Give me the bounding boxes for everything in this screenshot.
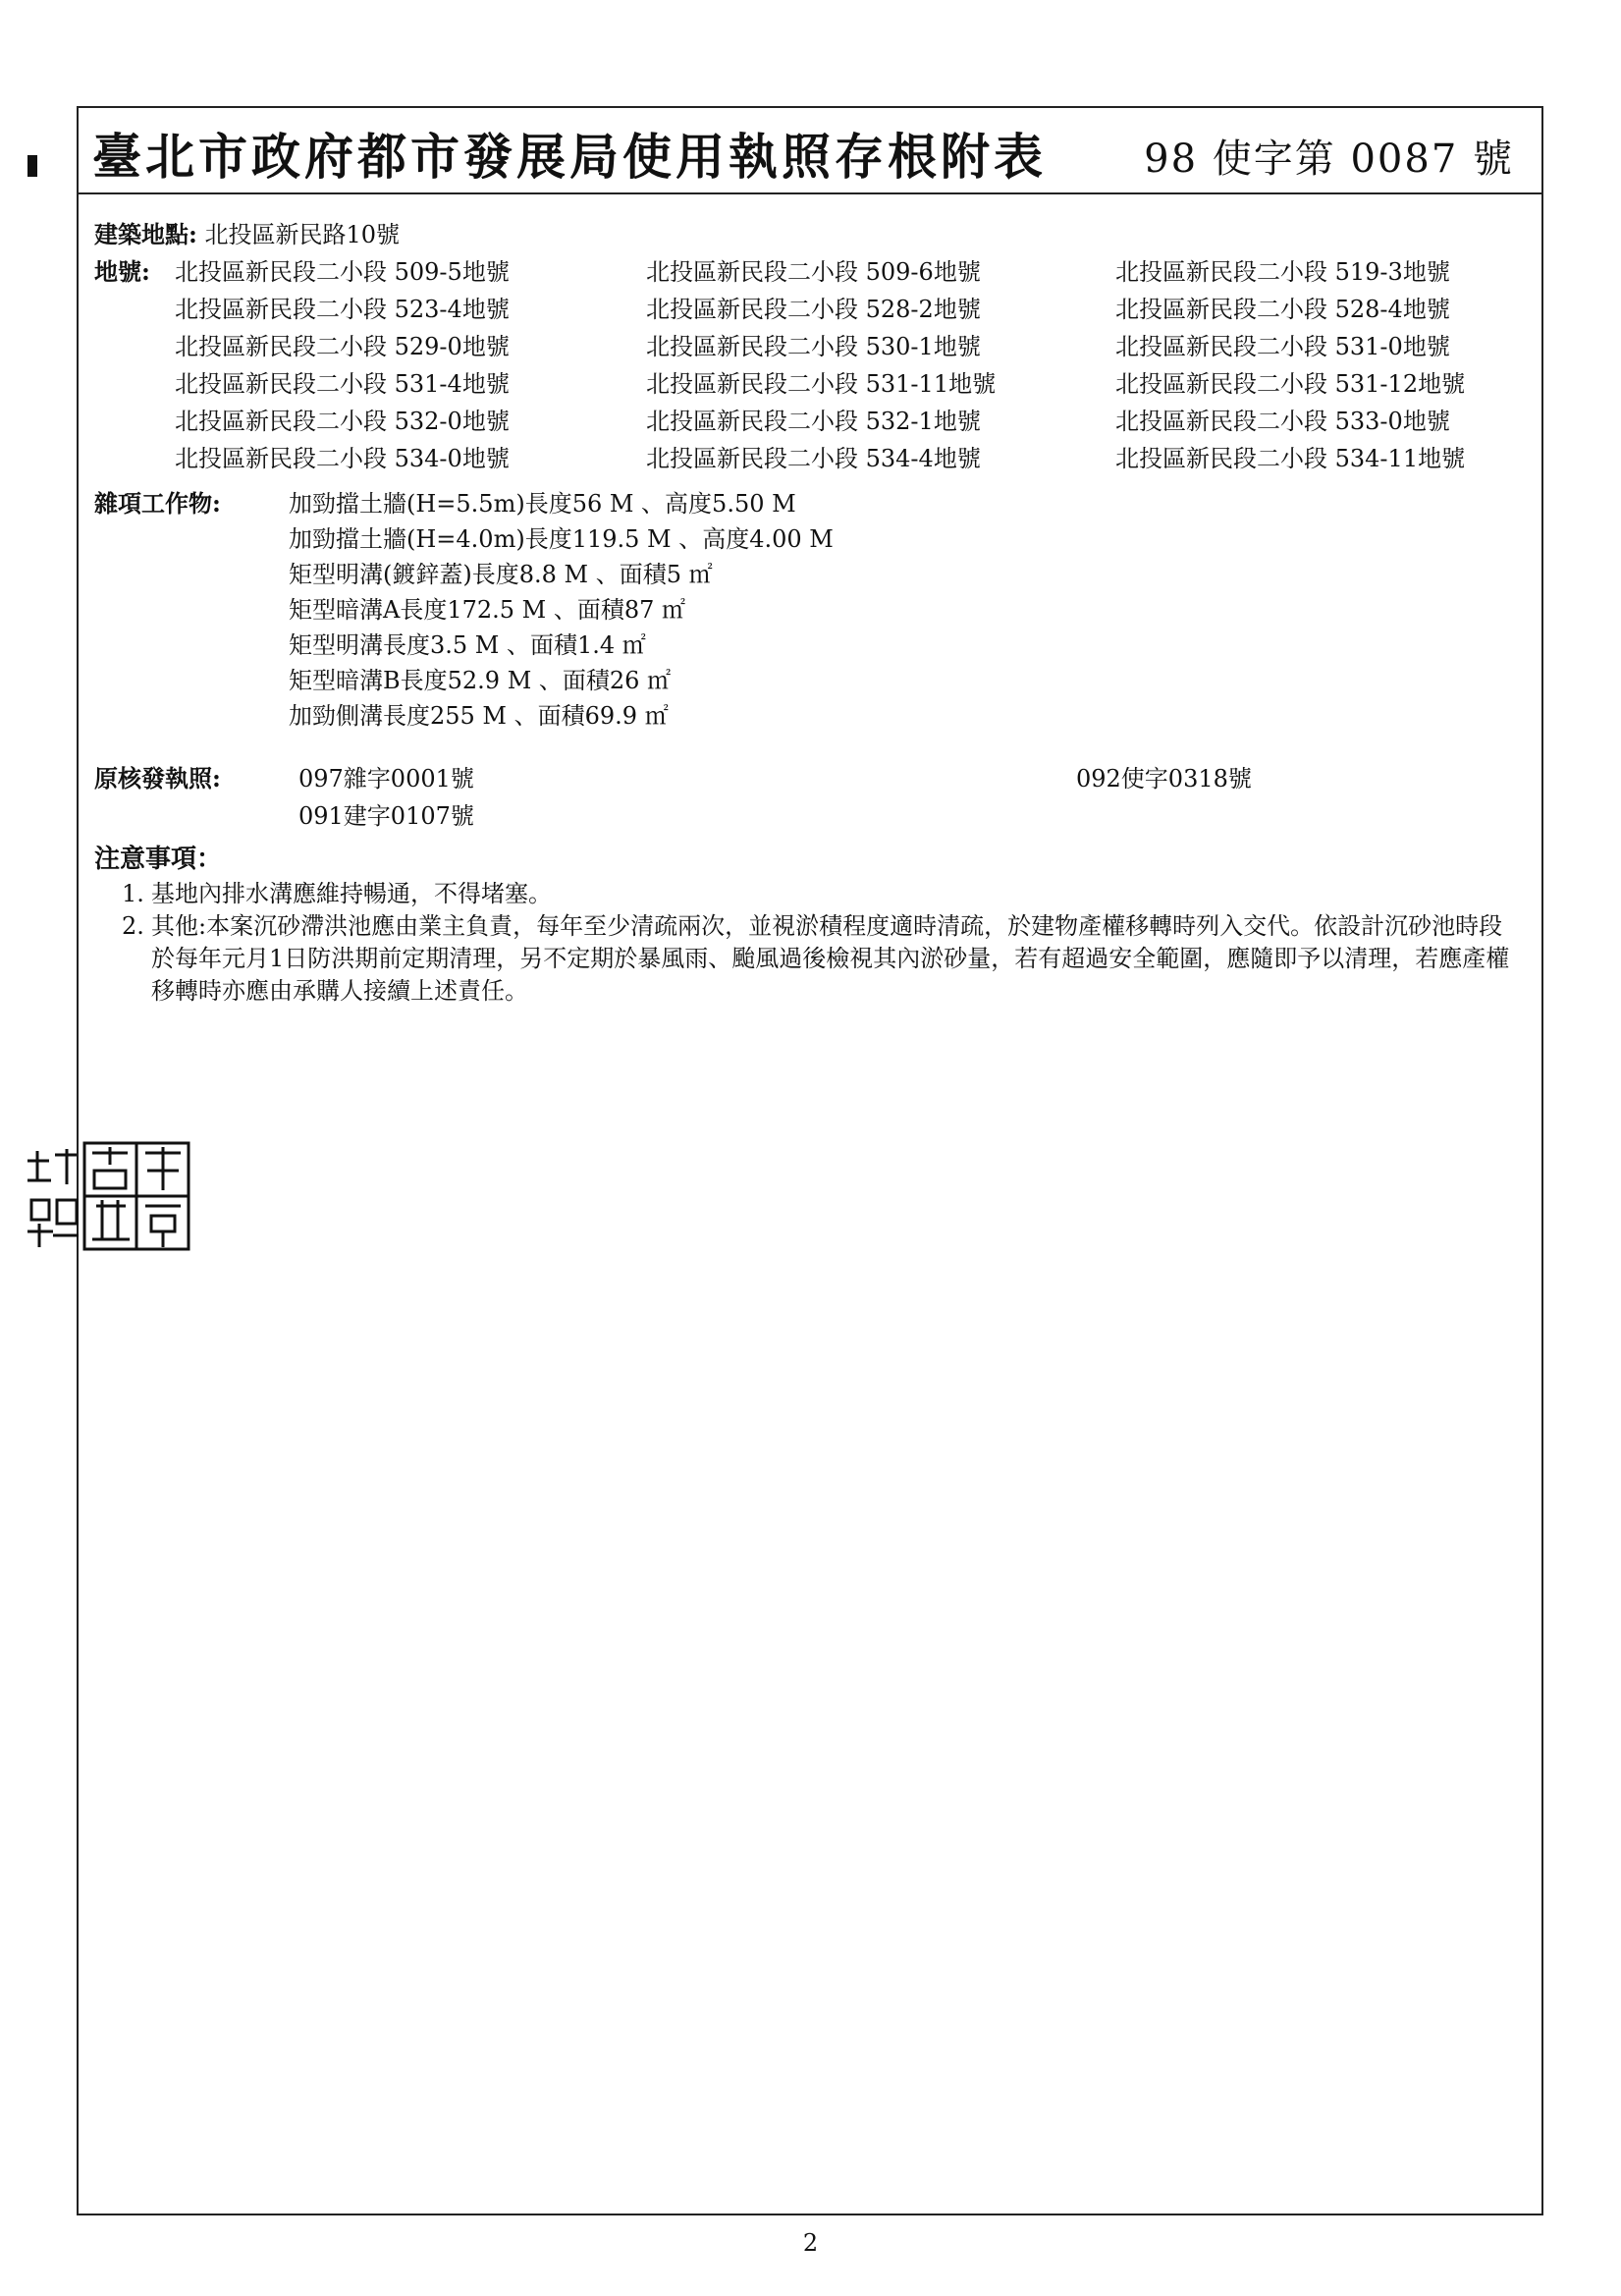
site-row <box>94 216 1528 253</box>
lot-item: 北投區新民段二小段 531-0地號 <box>1115 333 1450 360</box>
lot-item: 北投區新民段二小段 519-3地號 <box>1115 258 1450 286</box>
site-label: 建築地點: <box>94 220 197 248</box>
note-item <box>94 878 1526 910</box>
lot-item: 北投區新民段二小段 529-0地號 <box>175 333 510 360</box>
notes-title: 注意事項： <box>94 845 223 874</box>
lot-item: 北投區新民段二小段 533-0地號 <box>1115 408 1450 435</box>
misc-works-list <box>289 485 834 733</box>
misc-works-section <box>94 485 1528 752</box>
title-bar <box>79 108 1541 194</box>
misc-work-item: 矩型暗溝B長度52.9 M 、面積26 ㎡ <box>289 667 672 694</box>
original-permits-label: 原核發執照: <box>94 764 221 793</box>
note-number: 1. <box>122 880 144 907</box>
note-text: 其他:本案沉砂滯洪池應由業主負責，每年至少清疏兩次，並視淤積程度適時清疏，於建物產權移轉時列入交代。依設計沉砂池時段於每年元月1日防洪期前定期清理，另不定期於暴風雨、颱風過後檢視其內淤砂量，若有超過安全範圍，應隨即予以清理，若應產權移轉時亦應由承購人接續上述責任。 <box>151 912 1510 1005</box>
misc-work-item: 加勁側溝長度255 M 、面積69.9 ㎡ <box>289 702 669 730</box>
lot-item: 北投區新民段二小段 509-5地號 <box>175 258 510 286</box>
document-frame <box>77 106 1543 2215</box>
lot-grid <box>94 253 1528 477</box>
document-title: 臺北市政府都市發展局使用執照存根附表 <box>92 128 1047 186</box>
note-item <box>94 910 1526 1008</box>
misc-work-item: 加勁擋土牆(H=5.5m)長度56 M 、高度5.50 M <box>289 490 796 518</box>
misc-work-item: 加勁擋土牆(H=4.0m)長度119.5 M 、高度4.00 M <box>289 525 834 553</box>
page-number: 2 <box>802 2229 819 2257</box>
lots-label: 地號: <box>94 257 150 286</box>
lot-item: 北投區新民段二小段 523-4地號 <box>175 296 510 323</box>
original-permit-second: 091建字0107號 <box>298 802 474 830</box>
margin-mark <box>27 155 37 177</box>
lot-item: 北投區新民段二小段 531-11地號 <box>646 370 997 398</box>
note-number: 2. <box>122 912 144 940</box>
lot-item: 北投區新民段二小段 530-1地號 <box>646 333 981 360</box>
document-body <box>94 216 1528 1008</box>
lot-item: 北投區新民段二小段 528-2地號 <box>646 296 981 323</box>
lot-item: 北投區新民段二小段 532-1地號 <box>646 408 981 435</box>
lot-item: 北投區新民段二小段 534-11地號 <box>1115 445 1466 472</box>
permit-number: 98 使字第 0087 號 <box>1144 137 1514 182</box>
original-permit-third: 092使字0318號 <box>1076 765 1252 793</box>
lot-item: 北投區新民段二小段 528-4地號 <box>1115 296 1450 323</box>
misc-work-item: 矩型明溝(鍍鋅蓋)長度8.8 M 、面積5 ㎡ <box>289 561 713 588</box>
lot-item: 北投區新民段二小段 534-4地號 <box>646 445 981 472</box>
lot-item: 北投區新民段二小段 534-0地號 <box>175 445 510 472</box>
lot-item: 北投區新民段二小段 531-12地號 <box>1115 370 1466 398</box>
misc-works-label: 雜項工作物: <box>94 489 221 518</box>
misc-work-item: 矩型暗溝A長度172.5 M 、面積87 ㎡ <box>289 596 686 624</box>
lot-item: 北投區新民段二小段 509-6地號 <box>646 258 981 286</box>
original-permit-first: 097雜字0001號 <box>298 765 474 793</box>
lot-item: 北投區新民段二小段 532-0地號 <box>175 408 510 435</box>
site-value: 北投區新民路10號 <box>204 221 401 248</box>
original-permits-section <box>94 760 1528 835</box>
misc-work-item: 矩型明溝長度3.5 M 、面積1.4 ㎡ <box>289 631 646 659</box>
lot-item: 北投區新民段二小段 531-4地號 <box>175 370 510 398</box>
note-text: 基地內排水溝應維持暢通，不得堵塞。 <box>151 880 552 907</box>
official-seal-icon <box>24 1141 190 1251</box>
